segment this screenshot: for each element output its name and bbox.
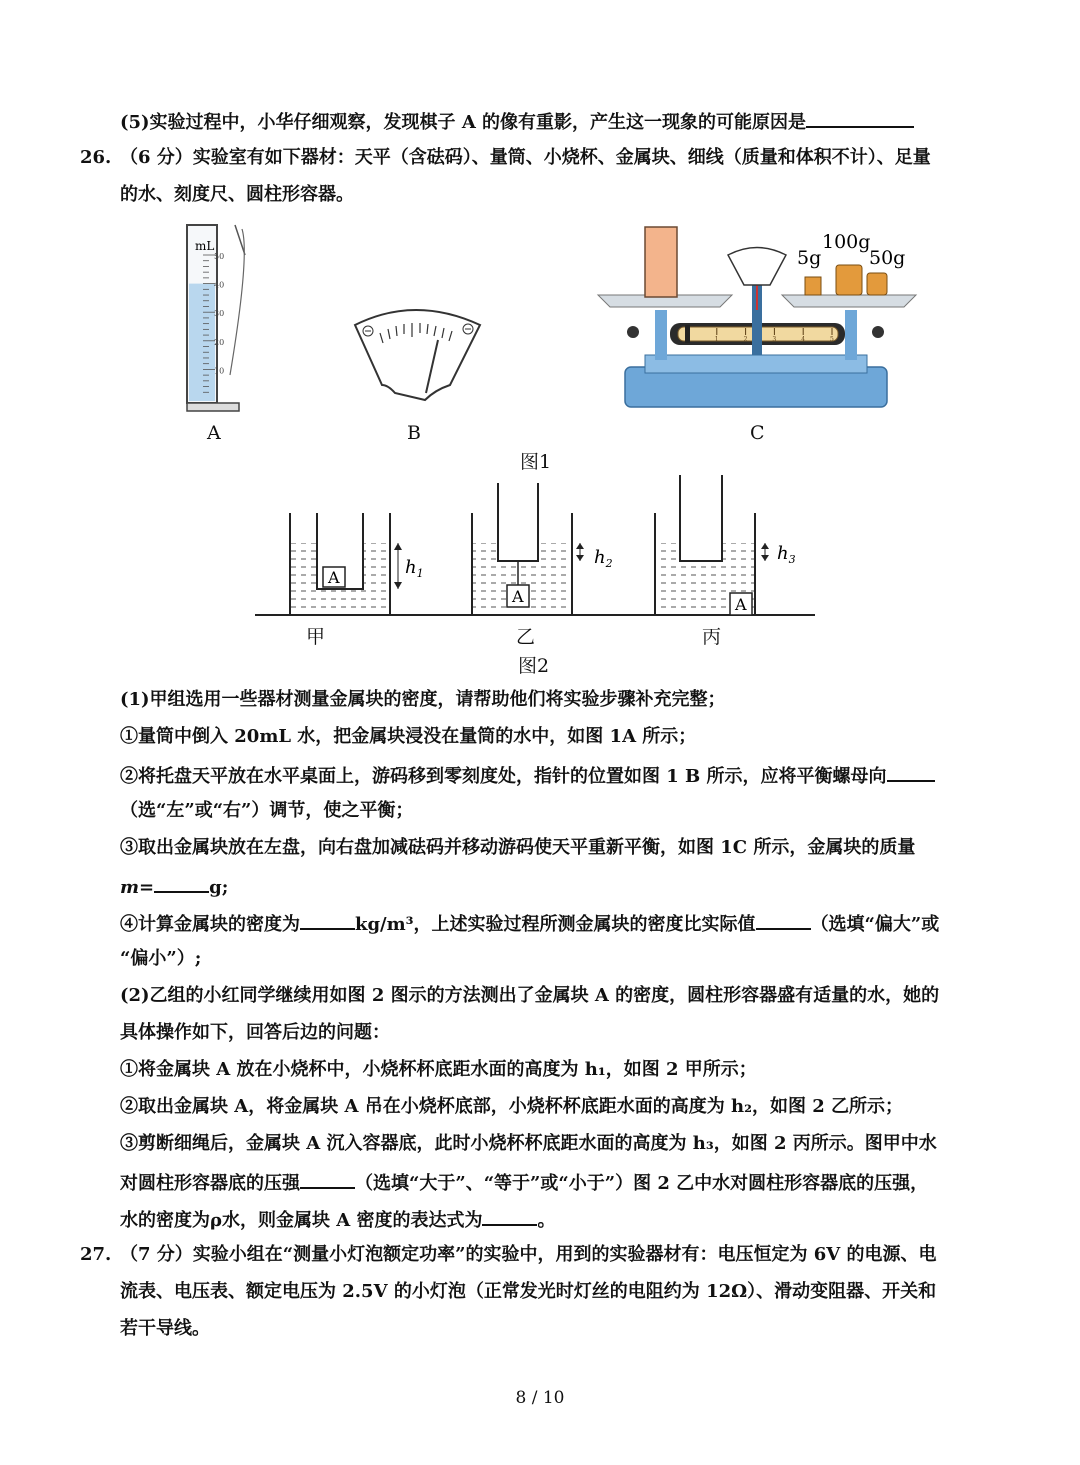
weight-5g-label: 5g: [797, 247, 822, 269]
rider-tick-label: 3: [772, 336, 777, 343]
cylinder-unit: mL: [195, 239, 215, 253]
graduated-cylinder: [187, 225, 245, 411]
figure-1: [150, 215, 950, 475]
container-jia: [290, 513, 424, 615]
h2-symbol: $h_2$: [594, 547, 613, 570]
weight-5g: [805, 277, 821, 295]
q26-intro-line1: （6 分）实验室有如下器材：天平（含砝码）、量筒、小烧杯、金属块、细线（质量和体积不计）、足量: [120, 147, 931, 168]
q27-line1: （7 分）实验小组在“测量小灯泡额定功率”的实验中，用到的实验器材有：电压恒定为 6V 的电源、电: [120, 1244, 937, 1265]
part1-step2b: （选“左”或“右”）调节，使之平衡；: [120, 800, 414, 821]
cylinder-tick-label: 50: [214, 252, 225, 261]
answer-blank: [806, 108, 914, 128]
rider: [685, 325, 690, 343]
cylinder-tick-label: 20: [214, 337, 225, 347]
block-bing: A: [735, 595, 747, 614]
h1-symbol: $h_1$: [405, 557, 424, 580]
weight-100g: [836, 265, 862, 295]
fig1-label-b: B: [407, 422, 421, 444]
part1-step4b: “偏小”）;: [120, 948, 202, 969]
fig1-label-a: A: [207, 422, 221, 444]
q26-number: 26.: [80, 147, 112, 168]
weight-50g-label: 50g: [869, 247, 906, 269]
answer-blank: [300, 1169, 355, 1189]
q27-line2: 流表、电压表、额定电压为 2.5V 的小灯泡（正常发光时灯丝的电阻约为 12Ω）、滑动变阻器、开关和: [120, 1281, 937, 1302]
fig2-label-bing: 丙: [702, 626, 722, 648]
answer-blank: [887, 762, 935, 782]
part2-step3a: ③剪断细绳后，金属块 A 沉入容器底，此时小烧杯杯底距水面的高度为 h₃，如图 2 丙所示。图甲中水: [120, 1133, 937, 1154]
metal-block: [645, 227, 677, 297]
fig2-caption: 图2: [518, 655, 550, 677]
part2-step2: ②取出金属块 A，将金属块 A 吊在小烧杯底部，小烧杯杯底距水面的高度为 h₂，如图 2 乙所示；: [120, 1096, 904, 1117]
rider-tick-label: 1: [714, 336, 719, 343]
cylinder-tick-label: 30: [214, 309, 225, 319]
block-yi: A: [512, 587, 524, 606]
rider-tick-label: 5: [830, 336, 834, 343]
q27-line3: 若干导线。: [120, 1318, 210, 1339]
rider-tick-label: 4: [801, 336, 806, 343]
balance: [598, 227, 916, 407]
container-yi: [472, 483, 613, 615]
part1-title: (1)甲组选用一些器材测量金属块的密度，请帮助他们将实验步骤补充完整；: [120, 689, 726, 710]
h3-symbol: $h_3$: [777, 543, 796, 566]
part2-step3c: 水的密度为ρ水，则金属块 A 密度的表达式为 。: [120, 1206, 555, 1233]
part2-step1: ①将金属块 A 放在小烧杯中，小烧杯杯底距水面的高度为 h₁，如图 2 甲所示；: [120, 1059, 757, 1080]
q25-line5: [120, 108, 914, 135]
block-jia: A: [328, 568, 340, 587]
cylinder-tick-label: 10: [214, 366, 225, 376]
part1-step2a: ②将托盘天平放在水平桌面上，游码移到零刻度处，指针的位置如图 1 B 所示，应将平衡螺母向: [120, 762, 935, 789]
part2-title-a: (2)乙组的小红同学继续用如图 2 图示的方法测出了金属块 A 的密度，圆柱形容器盛有适量的水，她的: [120, 985, 940, 1006]
part1-step4a: ④计算金属块的密度为 kg/m³，上述实验过程所测金属块的密度比实际值 （选填“偏大”或: [120, 910, 939, 937]
fig1-caption: 图1: [520, 451, 552, 473]
q26-intro-line2: 的水、刻度尺、圆柱形容器。: [120, 184, 354, 205]
fig2-label-jia: 甲: [306, 626, 326, 648]
part2-title-b: 具体操作如下，回答后边的问题：: [120, 1022, 390, 1043]
cylinder-tick-label: 40: [214, 280, 225, 290]
q27-number: 27.: [80, 1244, 112, 1265]
answer-blank: [756, 910, 811, 930]
answer-blank: [154, 873, 209, 893]
container-bing: [655, 475, 796, 615]
q25-line5-text: (5)实验过程中，小华仔细观察，发现棋子 A 的像有重影，产生这一现象的可能原因是: [120, 112, 807, 133]
answer-blank: [300, 910, 355, 930]
answer-blank: [482, 1206, 537, 1226]
pointer-scale: [355, 310, 480, 400]
figure-2: [250, 475, 830, 625]
part1-step3b: m= g;: [120, 873, 228, 900]
page-number: 8 / 10: [515, 1388, 565, 1408]
weight-100g-label: 100g: [822, 231, 871, 253]
part1-step3a: ③取出金属块放在左盘，向右盘加减砝码并移动游码使天平重新平衡，如图 1C 所示，金属块的质量: [120, 837, 916, 858]
part2-step3b: 对圆柱形容器底的压强 （选填“大于”、“等于”或“小于”）图 2 乙中水对圆柱形容器底的压强，: [120, 1169, 928, 1196]
weight-50g: [867, 273, 887, 295]
rider-tick-label: 2: [743, 336, 748, 343]
fig2-label-yi: 乙: [516, 626, 536, 648]
part1-step1: ①量筒中倒入 20mL 水，把金属块浸没在量筒的水中，如图 1A 所示；: [120, 726, 697, 747]
fig1-label-c: C: [750, 422, 765, 444]
